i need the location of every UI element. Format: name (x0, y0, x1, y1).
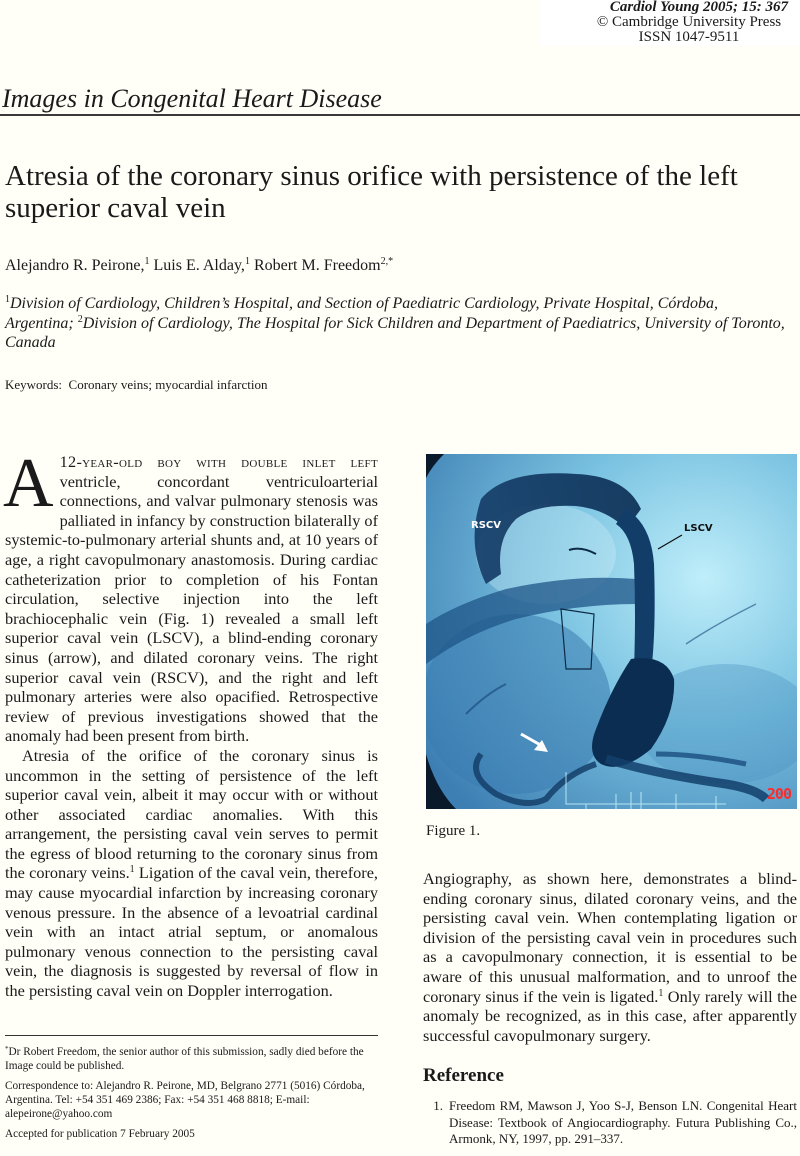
keywords-label: Keywords: (5, 377, 63, 392)
affiliation-1: Division of Cardiology, Children’s Hospital, and Section of Paediatric Cardiology, Private Hospital, Córdoba, Argentina; (5, 295, 718, 332)
author-affiliation-marker: 1 (144, 256, 150, 267)
label-lscv: LSCV (684, 523, 713, 534)
reference-list (423, 1098, 797, 1148)
paragraph-text: Only rarely will the anomaly be recognized, as in this case, after apparently successful cavopulmonary surgery. (423, 986, 797, 1045)
footnotes (5, 1045, 383, 1147)
paragraph-text: ventricle, concordant ventriculoarterial connections, and valvar pulmonary stenosis was palliated in infancy by construction bilaterally of systemic-to-pulmonary arterial shunts and, at 10 years of age, a right cavopulmonary anastomosis. During cardiac catheterization prior to completion of his Fontan circulation, selective injection into the left brachiocephalic vein (Fig. 1) revealed a small left superior caval vein (LSCV), a blind-ending coronary sinus (arrow), and dilated coronary veins. The right superior caval vein (RSCV), and the right and left pulmonary arteries were also opacified. Retrospective review of previous investigations showed that the anomaly had been present from birth. (5, 471, 378, 746)
author-name: Luis E. Alday, (149, 257, 245, 274)
lead-in-smallcaps: 12-year-old boy with double inlet left (59, 452, 378, 471)
affiliation-marker: 2 (77, 313, 83, 325)
reference-number: 1. (433, 1098, 443, 1113)
angiogram-figure (426, 454, 797, 809)
paragraph-text: Ligation of the caval vein, therefore, may cause myocardial infarction by increasing coronary venous pressure. In the absence of a levoatrial cardinal vein with an intact atrial septum, or anomalous pulmonary venous connection to the persisting caval vein, the diagnosis is suggested by reversal of flow in the persisting caval vein on Doppler interrogation. (5, 863, 378, 1001)
paragraph-text: Atresia of the orifice of the coronary sinus is uncommon in the setting of persistence of the left superior caval vein, albeit it may occur with or without other associated cardiac anomalies. With this arrangement, the persisting caval vein serves to permit the egress of blood returning to the coronary sinus from the coronary veins. (5, 745, 378, 883)
figure-caption: Figure 1. (426, 823, 481, 839)
author-list (5, 257, 393, 275)
body-right-column (423, 869, 797, 1045)
body-paragraph (423, 869, 797, 1045)
affiliation-marker: 1 (5, 294, 10, 305)
reference-item (423, 1098, 797, 1148)
paragraph-text: Angiography, as shown here, demonstrates a blind-ending coronary sinus, dilated coronary veins, and the persisting caval vein. When contemplating ligation or division of the persisting caval vein in procedures such as a cavopulmonary connection, it is essential to be aware of this unusual malformation, and to unroof the coronary sinus if the vein is ligated. (423, 869, 797, 1006)
references-heading: Reference (423, 1065, 504, 1086)
author-name: Alejandro R. Peirone, (5, 257, 145, 274)
affiliations (5, 294, 785, 353)
body-paragraph (5, 746, 378, 1001)
correspondence: Correspondence to: Alejandro R. Peirone, MD, Belgrano 2771 (5016) Córdoba, Argentina. Tel: +54 351 469 2386; Fax: +54 351 468 8818; E-mail: alepeirone@yahoo.com (5, 1080, 365, 1120)
affiliation-2: Division of Cardiology, The Hospital for Sick Children and Department of Paediatrics, University of Toronto, Canada (5, 314, 785, 351)
keywords-list: Coronary veins; myocardial infarction (68, 377, 268, 392)
angiogram-image (426, 454, 797, 809)
label-rscv: RSCV (471, 520, 501, 531)
article-title: Atresia of the coronary sinus orifice with persistence of the left superior caval vein (5, 160, 738, 224)
author-note-text: Dr Robert Freedom, the senior author of this submission, sadly died before the Image could be published. (5, 1046, 364, 1072)
accepted-date: Accepted for publication 7 February 2005 (5, 1128, 195, 1140)
copyright-notice: © Cambridge University Press (596, 14, 782, 30)
section-title: Images in Congenital Heart Disease (2, 84, 382, 113)
reference-marker[interactable]: 1 (129, 864, 135, 876)
keywords (5, 377, 267, 392)
author-name: Robert M. Freedom (249, 257, 381, 274)
body-paragraph (3, 445, 378, 746)
section-header (0, 86, 800, 116)
author-affiliation-marker: 1 (244, 256, 250, 267)
journal-citation: Cardiol Young 2005; 15: 367 (609, 0, 788, 15)
reference-marker[interactable]: 1 (658, 987, 664, 999)
author-note (5, 1045, 383, 1073)
drop-cap: A (3, 445, 54, 522)
author-affiliation-marker: 2,* (380, 256, 394, 267)
issn: ISSN 1047-9511 (638, 29, 740, 45)
body-left-column (3, 445, 378, 1001)
reference-text: Freedom RM, Mawson J, Yoo S-J, Benson LN. Congenital Heart Disease: Textbook of Angiocardiography. Futura Publishing Co., Armonk, NY, 1997, pp. 291–337. (449, 1098, 797, 1146)
footnote-divider (5, 1035, 378, 1036)
scale-marker: 200 (766, 785, 791, 803)
footnote-marker: * (5, 1045, 9, 1053)
journal-citation-block (540, 0, 800, 46)
